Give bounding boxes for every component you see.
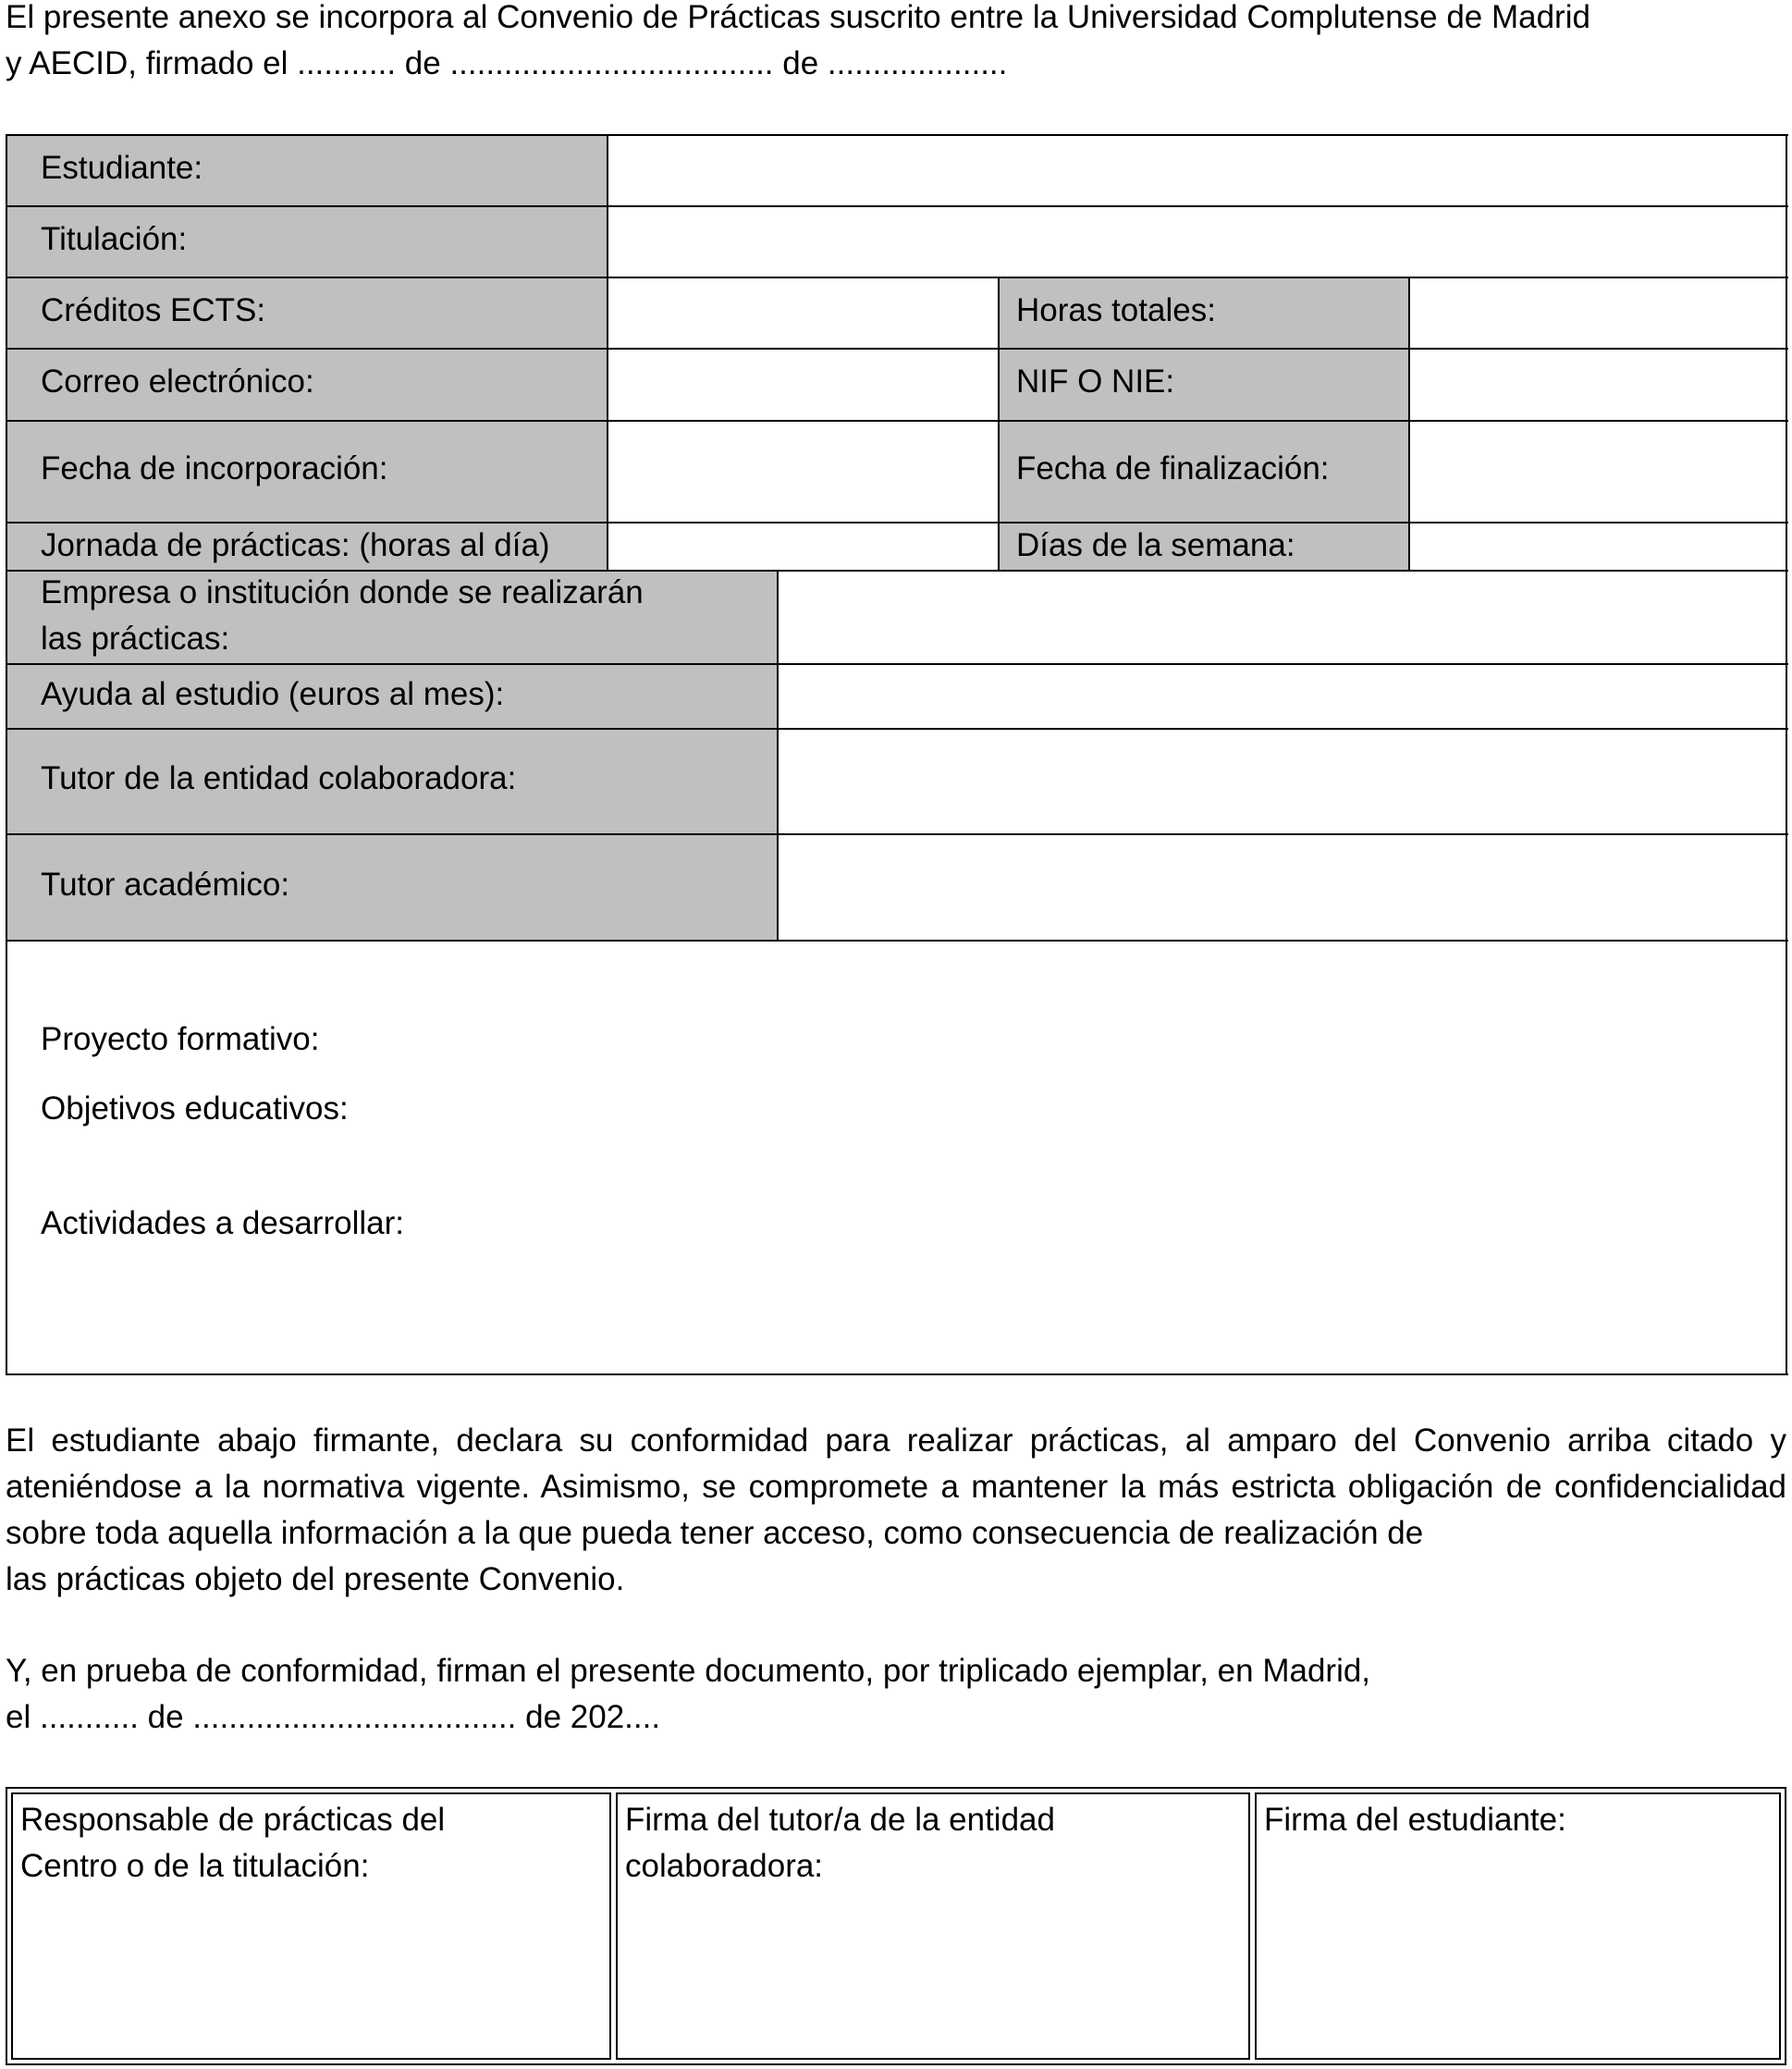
label-cell-nif: [1000, 350, 1408, 420]
label-fecha-incorporacion: Fecha de incorporación:: [41, 450, 388, 486]
label-cell-jornada: [6, 523, 607, 570]
field-estudiante[interactable]: [608, 136, 1786, 205]
label-proyecto-formativo: Proyecto formativo:: [41, 1021, 320, 1057]
label-nif: NIF O NIE:: [1016, 363, 1175, 400]
table-border-bottom: [6, 1373, 1788, 1375]
label-jornada: Jornada de prácticas: (horas al día): [41, 527, 550, 563]
conformity-paragraph: [6, 1648, 1786, 1741]
label-titulacion: Titulación:: [41, 221, 188, 257]
signature-box-estudiante[interactable]: [1255, 1792, 1781, 2060]
project-section[interactable]: [6, 942, 1786, 1373]
table-rule: [6, 570, 1788, 572]
field-correo[interactable]: [608, 350, 998, 420]
table-divider: [998, 277, 1000, 572]
field-empresa[interactable]: [779, 572, 1786, 663]
label-correo: Correo electrónico:: [41, 363, 314, 400]
field-fecha-finalizacion[interactable]: [1410, 422, 1786, 522]
intro-line-2: y AECID, firmado el ........... de .................................... de ....................: [6, 45, 1008, 81]
signature-label-estudiante: Firma del estudiante:: [1264, 1802, 1566, 1838]
conformity-text: Y, en prueba de conformidad, firman el presente documento, por triplicado ejemplar, en Madrid,: [6, 1653, 1371, 1689]
label-cell-titulacion: [6, 207, 607, 277]
signature-label-tutor-line-1: Firma del tutor/a de la entidad: [625, 1802, 1055, 1838]
label-cell-estudiante: [6, 136, 607, 205]
signature-label-responsable-line-2: Centro o de la titulación:: [20, 1848, 370, 1884]
label-tutor-academico: Tutor académico:: [41, 867, 290, 903]
label-cell-empresa: [6, 572, 777, 663]
label-cell-horas-totales: [1000, 278, 1408, 348]
field-creditos[interactable]: [608, 278, 998, 348]
label-empresa-line-2: las prácticas:: [41, 621, 230, 657]
label-estudiante: Estudiante:: [41, 150, 203, 186]
label-cell-fecha-incorporacion: [6, 422, 607, 522]
table-border-top: [6, 134, 1788, 136]
label-cell-correo: [6, 350, 607, 420]
field-titulacion[interactable]: [608, 207, 1786, 277]
table-divider: [777, 570, 779, 942]
intro-paragraph: [6, 0, 1786, 87]
table-border-right: [1786, 134, 1787, 1375]
table-rule: [6, 205, 1788, 207]
label-horas-totales: Horas totales:: [1016, 292, 1216, 328]
conformity-last-line: el ........... de .................................... de 202....: [6, 1699, 661, 1735]
label-objetivos-educativos: Objetivos educativos:: [41, 1090, 349, 1127]
table-rule: [6, 663, 1788, 665]
signature-label-tutor-line-2: colaboradora:: [625, 1848, 824, 1884]
label-cell-tutor-academico: [6, 835, 777, 940]
table-rule: [6, 420, 1788, 422]
field-fecha-incorporacion[interactable]: [608, 422, 998, 522]
signature-box-responsable[interactable]: [11, 1792, 611, 2060]
label-cell-fecha-finalizacion: [1000, 422, 1408, 522]
table-rule: [6, 940, 1788, 942]
label-ayuda: Ayuda al estudio (euros al mes):: [41, 676, 505, 712]
field-nif[interactable]: [1410, 350, 1786, 420]
field-horas-totales[interactable]: [1410, 278, 1786, 348]
table-border-left: [6, 134, 7, 1375]
label-fecha-finalizacion: Fecha de finalización:: [1016, 450, 1330, 486]
label-actividades: Actividades a desarrollar:: [41, 1205, 404, 1241]
label-creditos: Créditos ECTS:: [41, 292, 266, 328]
table-rule: [6, 277, 1788, 278]
field-ayuda[interactable]: [779, 665, 1786, 728]
label-cell-dias-semana: [1000, 523, 1408, 570]
field-dias-semana[interactable]: [1410, 523, 1786, 570]
table-rule: [6, 833, 1788, 835]
declaration-text: El estudiante abajo firmante, declara su conformidad para realizar prácticas, al amparo del Convenio arriba citado y ateniéndose a la normativa vigente. Asimismo, se compromete a mantener la más estricta obligación de confidencialidad sobre toda aquella información a la que pueda tener acceso, como consecuencia de realización de: [6, 1422, 1786, 1551]
field-jornada[interactable]: [608, 523, 998, 570]
signature-label-responsable-line-1: Responsable de prácticas del: [20, 1802, 446, 1838]
field-tutor-entidad[interactable]: [779, 730, 1786, 833]
table-rule: [6, 522, 1788, 523]
label-cell-ayuda: [6, 665, 777, 728]
label-tutor-entidad: Tutor de la entidad colaboradora:: [41, 760, 517, 796]
table-rule: [6, 348, 1788, 350]
label-dias-semana: Días de la semana:: [1016, 527, 1295, 563]
declaration-last-line: las prácticas objeto del presente Convenio.: [6, 1561, 625, 1597]
declaration-paragraph: [6, 1418, 1786, 1603]
label-cell-tutor-entidad: [6, 730, 777, 833]
label-empresa-line-1: Empresa o institución donde se realizarán: [41, 574, 644, 610]
label-cell-creditos: [6, 278, 607, 348]
intro-line-1: El presente anexo se incorpora al Convenio de Prácticas suscrito entre la Universidad Complutense de Madrid: [6, 0, 1590, 35]
table-divider: [1408, 277, 1410, 572]
table-divider: [607, 134, 608, 572]
signature-box-tutor[interactable]: [616, 1792, 1250, 2060]
table-rule: [6, 728, 1788, 730]
field-tutor-academico[interactable]: [779, 835, 1786, 940]
